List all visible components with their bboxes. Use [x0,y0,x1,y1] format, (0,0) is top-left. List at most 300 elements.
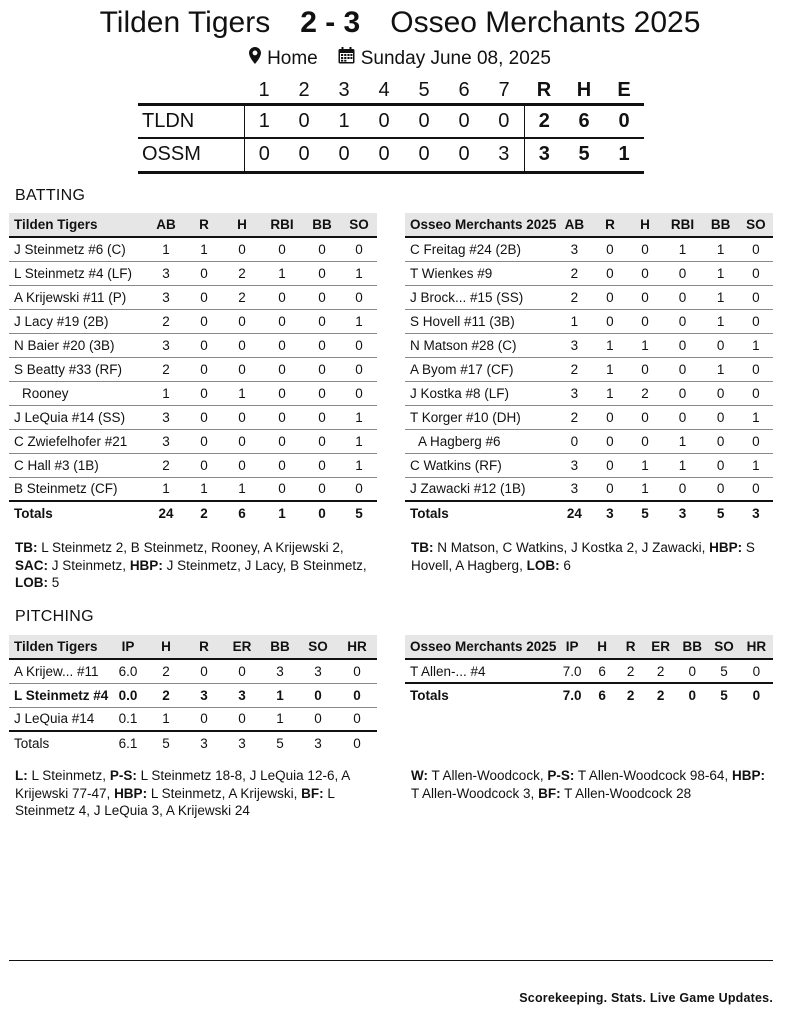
hits-header: H [576,79,592,102]
totals-label: Totals [9,731,109,755]
table-header-row [405,635,773,659]
pitching-table-away [405,635,773,707]
stat-cell: 0 [223,659,261,683]
note-label: P-S: [109,768,137,783]
player-name-text: A Hagberg #6 [418,433,501,449]
column-header: BB [703,213,739,237]
table-row [405,429,773,453]
stat-cell: 2 [556,285,592,309]
footer-divider [9,960,773,961]
stat-cell: 1 [627,453,662,477]
stat-cell: 0 [223,429,261,453]
inning-header: 6 [458,79,470,102]
stat-cell: 0 [663,357,703,381]
table-row [9,309,377,333]
column-header: ER [223,635,261,659]
stat-cell: 0 [341,477,377,501]
player-name-text: J Steinmetz #6 (C) [14,241,126,257]
totals-cell: 5 [703,501,739,525]
column-header: R [185,213,223,237]
stat-cell: 3 [556,453,592,477]
table-row [9,333,377,357]
stat-cell: 0 [303,405,341,429]
totals-cell: 5 [341,501,377,525]
stat-cell: 0 [299,683,337,707]
player-name [405,405,556,429]
stat-cell: 0 [627,261,662,285]
stat-cell: 0 [740,659,773,683]
stat-cell: 1 [703,285,739,309]
stat-cell: 0 [261,381,303,405]
note-label: HBP: [709,540,743,555]
stat-cell: 2 [556,261,592,285]
stat-cell: 1 [223,477,261,501]
table-row [9,707,377,731]
table-header-row [9,213,377,237]
stat-cell: 1 [185,237,223,261]
totals-cell: 0 [676,683,708,707]
stat-cell: 0 [592,237,627,261]
inning-score: 0 [444,104,484,138]
inning-score: 0 [404,138,444,172]
totals-cell: 5 [261,731,299,755]
totals-label: Totals [405,501,556,525]
player-name [9,429,147,453]
stat-cell: 3 [556,237,592,261]
column-header: SO [708,635,740,659]
column-header: IP [109,635,147,659]
inning-header: 5 [418,79,430,102]
player-name-text: A Krijew... #11 [14,663,99,679]
stat-cell: 1 [341,453,377,477]
player-name-text: J LeQuia #14 [14,711,95,727]
player-name-text: A Krijewski #11 (P) [14,289,127,305]
stat-cell: 0 [341,357,377,381]
stat-cell: 0 [627,405,662,429]
stat-cell: 0 [592,285,627,309]
player-name [405,429,556,453]
stat-cell: 0 [185,429,223,453]
table-row [9,285,377,309]
table-row [9,261,377,285]
stat-cell: 0 [185,285,223,309]
stat-cell: 0 [303,429,341,453]
note-text: J Steinmetz, J Lacy, B Steinmetz, [166,557,367,573]
stat-cell: 0 [261,453,303,477]
player-name-text: J Lacy #19 (2B) [14,313,109,329]
column-header: R [616,635,644,659]
table-row [405,405,773,429]
stat-cell: 2 [645,659,677,683]
stat-cell: 3 [556,381,592,405]
stat-cell: 3 [147,429,185,453]
totals-cell: 6 [223,501,261,525]
totals-row [405,501,773,525]
home-team-name: Tilden Tigers [99,6,271,39]
linescore-team: TLDN [138,104,244,138]
stat-cell: 2 [223,261,261,285]
player-name [9,405,147,429]
table-row [405,237,773,261]
totals-cell: 0 [337,731,377,755]
runs-header: R [536,79,552,102]
totals-cell: 6.1 [109,731,147,755]
note-label: HBP: [114,785,148,801]
table-row [405,381,773,405]
player-name-text: C Freitag #24 (2B) [410,241,522,257]
stat-cell: 2 [556,405,592,429]
note-text: L Steinmetz 2, B Steinmetz, Rooney, A Krijewski 2, [41,540,344,555]
column-header: IP [556,635,588,659]
stat-cell: 0 [676,659,708,683]
player-name-text: J Brock... #15 (SS) [410,289,524,305]
note-label: TB: [411,540,434,555]
stat-cell: 0 [185,333,223,357]
stat-cell: 0 [663,333,703,357]
column-header: AB [556,213,592,237]
stat-cell: 0 [663,405,703,429]
pitching-table-home [9,635,377,755]
stat-cell: 0 [703,405,739,429]
stat-cell: 0 [663,309,703,333]
stat-cell: 0 [663,261,703,285]
stat-cell: 0 [261,429,303,453]
stat-cell: 2 [147,357,185,381]
player-name-text: C Hall #3 (1B) [14,457,99,473]
table-row [9,453,377,477]
player-name-text: L Steinmetz #4 (LF) [14,265,133,281]
player-name [9,237,147,261]
column-header: SO [299,635,337,659]
stat-cell: 0 [185,707,223,731]
stat-cell: 3 [299,659,337,683]
stat-cell: 2 [556,357,592,381]
inning-score: 0 [284,104,324,138]
batting-table-home [9,213,377,525]
column-header: HR [337,635,377,659]
note-text: J Steinmetz, [51,557,127,573]
pitching-section-label: PITCHING [15,608,94,625]
stat-cell: 3 [556,477,592,501]
note-text: 6 [563,557,571,573]
table-row [9,683,377,707]
stat-cell: 2 [627,381,662,405]
stat-cell: 0.0 [109,683,147,707]
stat-cell: 0 [341,285,377,309]
stat-cell: 2 [616,659,644,683]
table-row [9,381,377,405]
stat-cell: 1 [739,333,773,357]
note-label: SAC: [15,557,48,573]
stat-cell: 0 [261,309,303,333]
stat-cell: 3 [261,659,299,683]
stat-cell: 1 [663,237,703,261]
table-row [9,237,377,261]
final-score: 2 - 3 [300,6,361,39]
stat-cell: 0 [739,285,773,309]
stat-cell: 1 [223,381,261,405]
player-name-text: J Zawacki #12 (1B) [410,481,526,497]
totals-cell: 7.0 [556,683,588,707]
stat-cell: 2 [147,659,185,683]
note-text: S Hovell, A Hagberg, [411,540,755,573]
inning-score: 0 [324,138,364,172]
player-name-text: J Kostka #8 (LF) [410,385,510,401]
player-name [9,659,109,683]
stat-cell: 3 [147,405,185,429]
player-name [405,381,556,405]
stat-cell: 1 [147,381,185,405]
away-team-name: Osseo Merchants 2025 [390,6,701,39]
totals-cell: 3 [223,731,261,755]
player-name-text: L Steinmetz #4 [14,687,109,703]
stat-cell: 1 [703,261,739,285]
totals-cell: 1 [261,501,303,525]
stat-cell: 1 [703,357,739,381]
table-row [9,659,377,683]
stat-cell: 0 [341,333,377,357]
inning-header: 4 [378,79,390,102]
stat-cell: 0 [261,477,303,501]
player-name [405,237,556,261]
stat-cell: 1 [341,309,377,333]
table-row [405,659,773,683]
totals-cell: 5 [627,501,662,525]
player-name-text: Rooney [22,385,69,401]
inning-score: 0 [364,138,404,172]
totals-cell: 24 [556,501,592,525]
table-row [9,477,377,501]
stat-cell: 1 [663,429,703,453]
stat-cell: 1 [147,237,185,261]
team-name-header: Tilden Tigers [9,213,147,237]
table-row [405,261,773,285]
player-name [9,683,109,707]
stat-cell: 0 [185,357,223,381]
stat-cell: 0 [663,285,703,309]
player-name [405,357,556,381]
linescore-table [138,79,644,174]
stat-cell: 0 [592,309,627,333]
note-label: HBP: [731,768,765,783]
note-text: T Allen-Woodcock, [431,768,544,783]
stat-cell: 0 [223,357,261,381]
stat-cell: 3 [147,285,185,309]
totals-label: Totals [9,501,147,525]
table-row [405,285,773,309]
totals-cell: 6 [588,683,616,707]
stat-cell: 0 [303,453,341,477]
player-name [9,357,147,381]
column-header: R [185,635,223,659]
player-name-text: S Beatty #33 (RF) [14,361,123,377]
stat-cell: 1 [703,309,739,333]
totals-cell: 5 [147,731,185,755]
column-header: RBI [663,213,703,237]
stat-cell: 2 [147,453,185,477]
stat-cell: 0 [739,477,773,501]
inning-score: 0 [404,104,444,138]
player-name-text: J LeQuia #14 (SS) [14,409,126,425]
stat-cell: 0 [303,285,341,309]
stat-cell: 0 [223,237,261,261]
stat-cell: 0 [337,707,377,731]
stat-cell: 0 [703,333,739,357]
hits-total: 6 [564,104,604,138]
note-text: L Steinmetz 4, J LeQuia 3, A Krijewski 24 [15,785,335,818]
stat-cell: 6.0 [109,659,147,683]
stat-cell: 3 [147,261,185,285]
stat-cell: 3 [223,683,261,707]
stat-cell: 0 [303,333,341,357]
player-name-text: T Korger #10 (DH) [410,409,521,425]
totals-cell: 3 [185,731,223,755]
stat-cell: 0 [592,261,627,285]
stat-cell: 0.1 [109,707,147,731]
player-name [9,309,147,333]
inning-score: 0 [284,138,324,172]
team-name-header: Osseo Merchants 2025 [405,213,556,237]
inning-score: 0 [484,104,524,138]
errors-total: 1 [604,138,644,172]
stat-cell: 1 [261,707,299,731]
stat-cell: 0 [261,237,303,261]
pitching-notes-home [15,767,377,820]
stat-cell: 0 [592,453,627,477]
totals-cell: 2 [645,683,677,707]
note-text: 5 [51,575,60,590]
table-header-row [9,635,377,659]
column-header: H [147,635,185,659]
stat-cell: 0 [337,659,377,683]
stat-cell: 0 [627,357,662,381]
note-label: LOB: [526,557,560,573]
stat-cell: 0 [185,309,223,333]
table-header-row [405,213,773,237]
stat-cell: 1 [627,477,662,501]
errors-total: 0 [604,104,644,138]
totals-cell: 3 [739,501,773,525]
stat-cell: 0 [299,707,337,731]
stat-cell: 0 [739,357,773,381]
table-row [9,429,377,453]
player-name [405,453,556,477]
stat-cell: 0 [703,429,739,453]
stat-cell: 0 [556,429,592,453]
stat-cell: 1 [592,333,627,357]
team-name-header: Osseo Merchants 2025 [405,635,556,659]
stat-cell: 1 [739,453,773,477]
stat-cell: 1 [592,381,627,405]
stat-cell: 1 [739,405,773,429]
stat-cell: 0 [627,237,662,261]
stat-cell: 0 [185,405,223,429]
stat-cell: 0 [303,237,341,261]
stat-cell: 0 [303,357,341,381]
stat-cell: 1 [261,261,303,285]
location-label: Home [267,47,318,69]
note-text: L Steinmetz 18-8, J LeQuia 12-6, A Krijewski 77-47, [15,768,350,801]
inning-score: 0 [364,104,404,138]
player-name [405,333,556,357]
stat-cell: 0 [703,477,739,501]
runs-total: 3 [524,138,564,172]
stat-cell: 0 [337,683,377,707]
pitching-notes-away [411,767,773,802]
stat-cell: 1 [147,477,185,501]
stat-cell: 1 [185,477,223,501]
column-header: H [223,213,261,237]
totals-cell: 2 [616,683,644,707]
stat-cell: 0 [185,381,223,405]
note-text: L Steinmetz, [31,768,107,783]
stat-cell: 7.0 [556,659,588,683]
player-name-text: C Watkins (RF) [410,457,502,473]
player-name [405,309,556,333]
linescore-team: OSSM [138,138,244,172]
note-label: L: [15,768,28,783]
stat-cell: 0 [261,357,303,381]
stat-cell: 0 [592,405,627,429]
stat-cell: 1 [261,683,299,707]
errors-header: E [617,79,631,102]
stat-cell: 0 [185,659,223,683]
stat-cell: 0 [223,405,261,429]
stat-cell: 0 [592,429,627,453]
column-header: RBI [261,213,303,237]
column-header: H [588,635,616,659]
game-date: Sunday June 08, 2025 [360,47,551,69]
stat-cell: 6 [588,659,616,683]
totals-cell: 2 [185,501,223,525]
totals-label: Totals [405,683,556,707]
stat-cell: 1 [592,357,627,381]
batting-notes-home [15,539,377,592]
stat-cell: 0 [627,309,662,333]
batting-notes-away [411,539,773,574]
totals-cell: 3 [299,731,337,755]
linescore-row [138,138,644,172]
stat-cell: 0 [223,333,261,357]
table-row [9,405,377,429]
totals-row [405,683,773,707]
batting-section-label: BATTING [15,187,86,204]
totals-row [9,501,377,525]
inning-score: 3 [484,138,524,172]
stat-cell: 0 [303,261,341,285]
player-name-text: B Steinmetz (CF) [14,481,118,497]
totals-cell: 24 [147,501,185,525]
player-name [405,285,556,309]
runs-total: 2 [524,104,564,138]
stat-cell: 0 [341,237,377,261]
inning-score: 1 [324,104,364,138]
game-info [0,47,800,70]
player-name-text: T Allen-... #4 [410,663,486,679]
note-text: T Allen-Woodcock 98-64, [577,768,729,783]
stat-cell: 0 [185,453,223,477]
player-name [9,453,147,477]
column-header: BB [676,635,708,659]
totals-cell: 3 [592,501,627,525]
stat-cell: 0 [627,285,662,309]
hits-total: 5 [564,138,604,172]
note-label: HBP: [129,557,163,573]
stat-cell: 2 [147,683,185,707]
stat-cell: 0 [663,477,703,501]
player-name-text: T Wienkes #9 [410,265,493,281]
table-row [405,309,773,333]
